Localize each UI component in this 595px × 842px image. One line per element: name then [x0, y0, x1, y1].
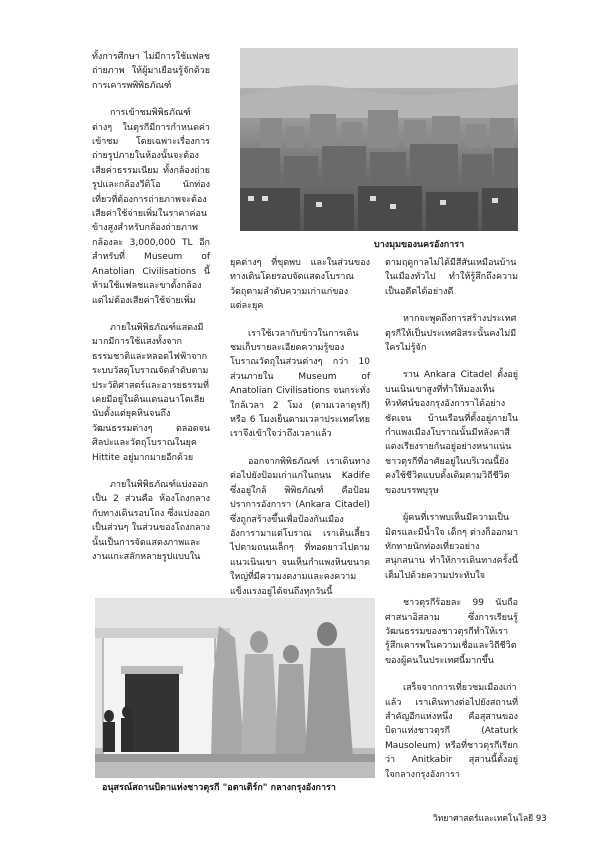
paragraph: หากจะพูดถึงการสร้างประเทศตุรกีให้เป็นประเทศอิสระนั้นคงไม่มีใครไม่รู้จัก — [385, 314, 517, 354]
paragraph: ราน Ankara Citadel ตั้งอยู่ บนเนินเขาสูงที่ทำให้มองเห็นทิวทัศน์ของกรุงอังการาได้อย่างชัดเจน บ้านเรือนที่ตั้งอยู่ภายในกำแพงเมืองโบราณนั้นมีหลังคาสีแดงเรียงรายกันอยู่อย่างหนาแน่น ชาวตุรกีที่อาศัยอยู่ในบริเวณนี้ยังคงใช้ชีวิตแบบดั้งเดิมตามวิถีชีวิตของบรรพบุรุษ — [385, 370, 518, 496]
paragraph: ชาวตุรกีร้อยละ 99 นับถือศาสนาอิสลาม ซึ่งการเรียนรู้วัฒนธรรมของชาวตุรกีทำให้เรารู้สึกเคารพในความเชื่อและวิถีชีวิตของผู้คนในประเทศนี้มากขึ้น — [385, 598, 518, 666]
text-column-3 — [385, 256, 518, 795]
monument-illustration — [95, 598, 375, 778]
paragraph: เสร็จจากการเที่ยวชมเมืองเก่าแล้ว เราเดินทางต่อไปยังสถานที่สำคัญอีกแห่งหนึ่ง คือสุสานของบิดาแห่งชาวตุรกี (Ataturk Mausoleum) หรือที่ชาวตุรกีเรียกว่า Anitkabir สุสานนี้ตั้งอยู่ใจกลางกรุงอังการา — [385, 683, 518, 780]
paragraph: ออกจากพิพิธภัณฑ์ เราเดินทางต่อไปยังป้อมเก่าแก่ในถนน Kadife ซึ่งอยู่ใกล้ พิพิธภัณฑ์ คือป้อมปราการอังการา (Ankara Citadel) ซึ่งถูกสร้างขึ้นเพื่อป้องกันเมืองอังการามาแต่โบราณ เราเดินเลี้ยวไปตามถนนเล็กๆ ที่ทอดยาวไปตามแนวเนินเขา จนเห็นกำแพงหินขนาดใหญ่ที่มีความงดงามและคงความแข็งแรงอยู่ได้จนถึงทุกวันนี้ — [230, 456, 370, 597]
paragraph: เราใช้เวลากับข้าวในการเดินชมเก็บรายละเอียดความรู้ของโบราณวัตถุในส่วนต่างๆ กว่า 10 ส่วนภายใน Museum of Anatolian Civilisations จนกระทั่งใกล้เวลา 2 โมง (ตามเวลาตุรกี) หรือ 6 โมงเย็นตามเวลาประเทศไทย เราจึงเข้าใจว่าถึงเวลาแล้ว — [230, 328, 370, 440]
paragraph: ตามฤดูกาลไม่ได้มีสีสันเหมือนบ้านในเมืองทั่วไป ทำให้รู้สึกถึงความเป็นอดีตได้อย่างดี — [385, 258, 518, 297]
paragraph: ยุคต่างๆ ที่ขุดพบ และในส่วนของทางเดินโดยรอบจัดแสดงโบราณวัตถุตามลำดับความเก่าแก่ของแต่ละยุค — [230, 258, 370, 312]
page-footer: วิทยาศาสตร์และเทคโนโลยี 93 — [433, 814, 547, 824]
monument-photo-caption: อนุสรณ์สถานบิดาแห่งชาวตุรกี "อตาเติร์ก" กลางกรุงอังการา — [102, 783, 336, 793]
city-skyline-illustration — [240, 48, 518, 231]
ataturk-monument-photo — [95, 598, 375, 778]
ankara-city-photo — [240, 48, 518, 231]
city-photo-caption: บางมุมของนครอังการา — [374, 240, 465, 250]
paragraph: ผู้คนที่เราพบเห็นมีความเป็นมิตรและมีน้ำใจ เด็กๆ ต่างก็ออกมาทักทายนักท่องเที่ยวอย่างสนุกสนาน ทำให้การเดินทางครั้งนี้เต็มไปด้วยความประทับใจ — [385, 513, 518, 581]
text-column-1 — [92, 50, 210, 577]
paragraph: ภายในพิพิธภัณฑ์แบ่งออกเป็น 2 ส่วนคือ ห้องโถงกลางกับทางเดินรอบโถง ซึ่งแบ่งออกเป็นส่วนๆ ในส่วนของโถงกลางนั้นเป็นการจัดแสดงภาพและงานแกะสลักหลายรูปแบบใน — [92, 479, 210, 562]
paragraph: ทั้งการศึกษา ไม่มีการใช้แฟลชถ่ายภาพ ให้ผู้มาเยือนรู้จักด้วยการเคารพพิพิธภัณฑ์ — [92, 52, 210, 91]
paragraph: ภายในพิพิธภัณฑ์แสดงมีมากมีการใช้แสงทั้งจากธรรมชาติและหลอดไฟฟ้าจากระบบวัสดุโบราณจัดลำดับตามประวัติศาสตร์และอารยธรรมที่เคยมีอยู่ในดินแดนอนาโตเลียนับตั้งแต่ยุคหินจนถึงวัฒนธรรมต่างๆ ตลอดจนศิลปะและวัตถุโบราณในยุค Hittite อยู่มากมายอีกด้วย — [92, 322, 210, 463]
text-column-2 — [230, 256, 370, 612]
paragraph: การเข้าชมพิพิธภัณฑ์ต่างๆ ในตุรกีมีการกำหนดค่าเข้าชม โดยเฉพาะเรื่องการถ่ายรูปภายในห้องนั้นจะต้องเสียค่าธรรมเนียม ทั้งกล้องถ่ายรูปและกล้องวีดิโอ นักท่องเที่ยวที่ต้องการถ่ายภาพจะต้องเสียค่าใช้จ่ายเพิ่มในราคาค่อนข้างสูงสำหรับกล้องถ่ายภาพกล้องละ 3,000,000 TL อีก สำหรับที่ Museum of Anatolian Civilisations นี้ห้ามใช้แฟลชและขาตั้งกล้องแต่ไม่ต้องเสียค่าใช้จ่ายเพิ่ม — [92, 108, 210, 306]
